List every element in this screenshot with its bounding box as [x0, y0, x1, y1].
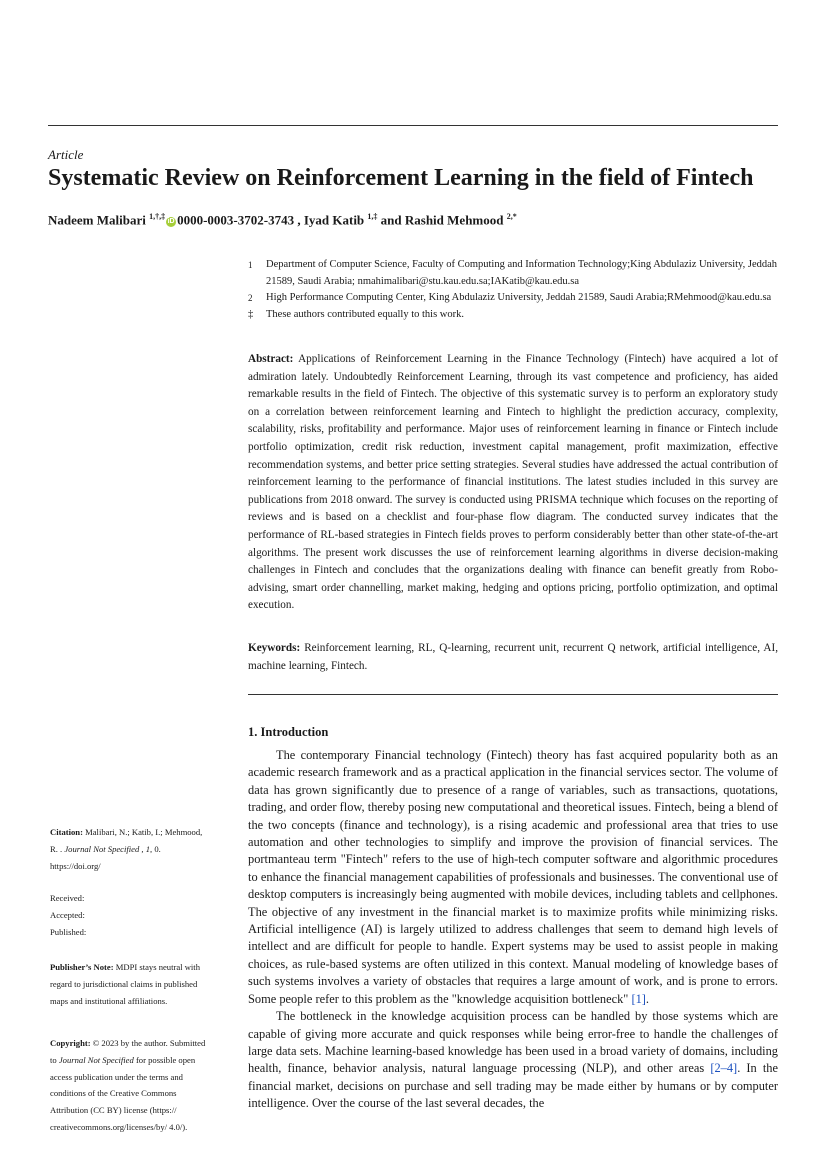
volume-number: 1 — [145, 843, 151, 854]
affiliation-item — [248, 307, 778, 324]
publisher-note — [50, 959, 212, 1009]
citation-text: , — [139, 843, 146, 854]
citation-doi[interactable]: , 0. https://doi.org/ — [50, 843, 161, 871]
accepted-label: Accepted: — [50, 909, 85, 920]
journal-name: Journal Not Specified — [64, 843, 140, 854]
orcid-icon[interactable]: iD — [167, 218, 175, 226]
paragraph — [248, 1008, 778, 1112]
copyright-label: Copyright: — [50, 1038, 91, 1048]
affiliation-item — [248, 257, 778, 290]
paragraph-text: The contemporary Financial technology (Fintech) theory has fast acquired popularity both as an academic research framework and as a practical application in the financial services sector. The volume of data has grown significantly due to presence of a range of variables, such as transactions, quotations, trading, and order flow, thereby posing new computational and theoretical issues. Fintech, being a blend of the two concepts (finance and technology), is a rising academic and professional area that tries to use automation and other technologies to simplify and improve the provision of financial services. The portmanteau term "Fintech" refers to the use of high-tech computer software and algorithmic procedures to enhance the financial management capabilities of professionals and businesses. The conventional use of desktop computers is increasingly being augmented with mobile devices, including tablets and cellphones. The objective of any investment in the financial market is to maximize profits while minimizing risks. Artificial intelligence (AI) is largely utilized to address challenges that seem to demand high levels of intellect and are difficult for people to handle. Expert systems may be used to assist people in making choices, as rule-based systems are often utilized in this context. Manual modeling of knowledge bases of such systems involves a variety of obstacles that requires a large amount of work, and is prone to errors. Some people refer to this problem as the "knowledge acquisition bottleneck" — [248, 748, 778, 1006]
author-list — [48, 212, 517, 228]
citation-label: Citation: — [50, 827, 83, 837]
paragraph — [248, 747, 778, 1008]
citation-link[interactable]: [2–4] — [710, 1061, 738, 1076]
header-rule — [48, 125, 778, 126]
citation-text: Malibari, N.; Katib, I.; Mehmood, R. . — [50, 827, 203, 854]
author-affil-marks: 2,* — [506, 212, 517, 221]
keywords — [248, 640, 778, 675]
author-affil-marks: 1,†,‡ — [149, 212, 166, 221]
paragraph-text: . — [645, 991, 650, 1006]
abstract-text: Applications of Reinforcement Learning in the Finance Technology (Fintech) have acquired a lot of admiration lately. Undoubtedly Reinforcement Learning, through its vast competence and proficiency, has aided remarkable results in the field of Fintech. The objective of this systematic survey is to perform an exploratory study on a correlation between reinforcement learning and Fintech to highlight the prediction accuracy, complexity, scalability, risks, profitability and performance. Major uses of reinforcement learning in finance or Fintech include portfolio optimization, credit risk reduction, investment capital management, profit maximization, effective recommendation systems, and better price setting strategies. Several studies have addressed the actual contribution of reinforcement learning to the performance of financial institutions. The latest studies included in this survey are publications from 2018 onward. The survey is conducted using PRISMA technique which focuses on the reporting of reviews and is based on a checklist and four-phase flow diagram. The conducted survey indicates that the performance of RL-based strategies in Fintech fields proves to perform considerably better than other state-of-the-art algorithms. The present work discusses the use of reinforcement learning algorithms in diverse decision-making challenges in Fintech and concludes that the organizations dealing with finance can benefit greatly from Robo-advising, smart order channelling, market making, hedging and options pricing, portfolio optimization, and optimal execution. — [248, 353, 778, 612]
abstract-label: Abstract: — [248, 353, 294, 365]
affiliation-text: High Performance Computing Center, King Abdulaziz University, Jeddah 21589, Saudi Arabia;RMehmood@kau.edu.sa — [266, 292, 772, 303]
copyright-text: for possible open access publication under the terms and conditions of the Creative Commons Attribution (CC BY) license (https:// creativecommons.org/licenses/by/ 4.0/). — [50, 1054, 196, 1132]
section-heading: 1. Introduction — [248, 725, 329, 739]
paper-title: Systematic Review on Reinforcement Learning in the field of Fintech — [48, 165, 754, 191]
introduction-body — [248, 747, 778, 1113]
author-name: Nadeem Malibari — [48, 212, 150, 228]
affiliation-mark: 1 — [248, 260, 253, 270]
author-name: Iyad Katib — [300, 212, 368, 228]
publisher-note-label: Publisher’s Note: — [50, 962, 114, 972]
affiliation-text: These authors contributed equally to this work. — [266, 308, 464, 320]
copyright-block — [50, 1035, 212, 1136]
paragraph-text: . In the financial market, decisions on purchase and sell trading may be made either by humans or by computer intelligence. Over the course of the last several decades, the — [248, 1061, 778, 1111]
dates-block — [50, 890, 212, 940]
affiliation-text: Department of Computer Science, Faculty of Computing and Information Technology;King Abdulaziz University, Jeddah 21589, Saudi Arabia; nmahimalibari@stu.kau.edu.sa;IAKatib@kau.edu.sa — [266, 259, 778, 287]
author-affil-marks: 1,‡ — [367, 212, 378, 221]
affiliation-mark: ‡ — [248, 308, 254, 320]
citation-link[interactable]: [1] — [631, 991, 646, 1006]
affiliation-mark: 2 — [248, 293, 253, 303]
orcid-number[interactable]: 0000-0003-3702-3743 , — [177, 212, 301, 228]
published-label: Published: — [50, 926, 87, 937]
article-type-label: Article — [48, 147, 84, 162]
keywords-label: Keywords: — [248, 642, 301, 654]
author-name: and Rashid Mehmood — [377, 212, 507, 228]
affiliations — [248, 257, 778, 323]
keywords-text: Reinforcement learning, RL, Q-learning, recurrent unit, recurrent Q network, artificial intelligence, AI, machine learning, Fintech. — [248, 642, 778, 672]
received-label: Received: — [50, 893, 85, 903]
affiliation-item — [248, 290, 778, 307]
abstract — [248, 351, 778, 615]
section-rule — [248, 694, 778, 695]
paragraph-text: The bottleneck in the knowledge acquisition process can be handled by those systems which are capable of giving more accurate and quick responses while being error-free to handle the challenges of large data sets. Machine learning-based knowledge has been used in a broad variety of domains, including health, finance, behavior analysis, natural language processing (NLP), and other areas — [248, 1009, 778, 1076]
citation-block — [50, 824, 212, 874]
copyright-text: © 2023 by the author. Submitted to — [50, 1038, 206, 1065]
publisher-note-text: MDPI stays neutral with regard to jurisdictional claims in published maps and institutional affiliations. — [50, 962, 200, 1006]
journal-name: Journal Not Specified — [58, 1054, 134, 1065]
